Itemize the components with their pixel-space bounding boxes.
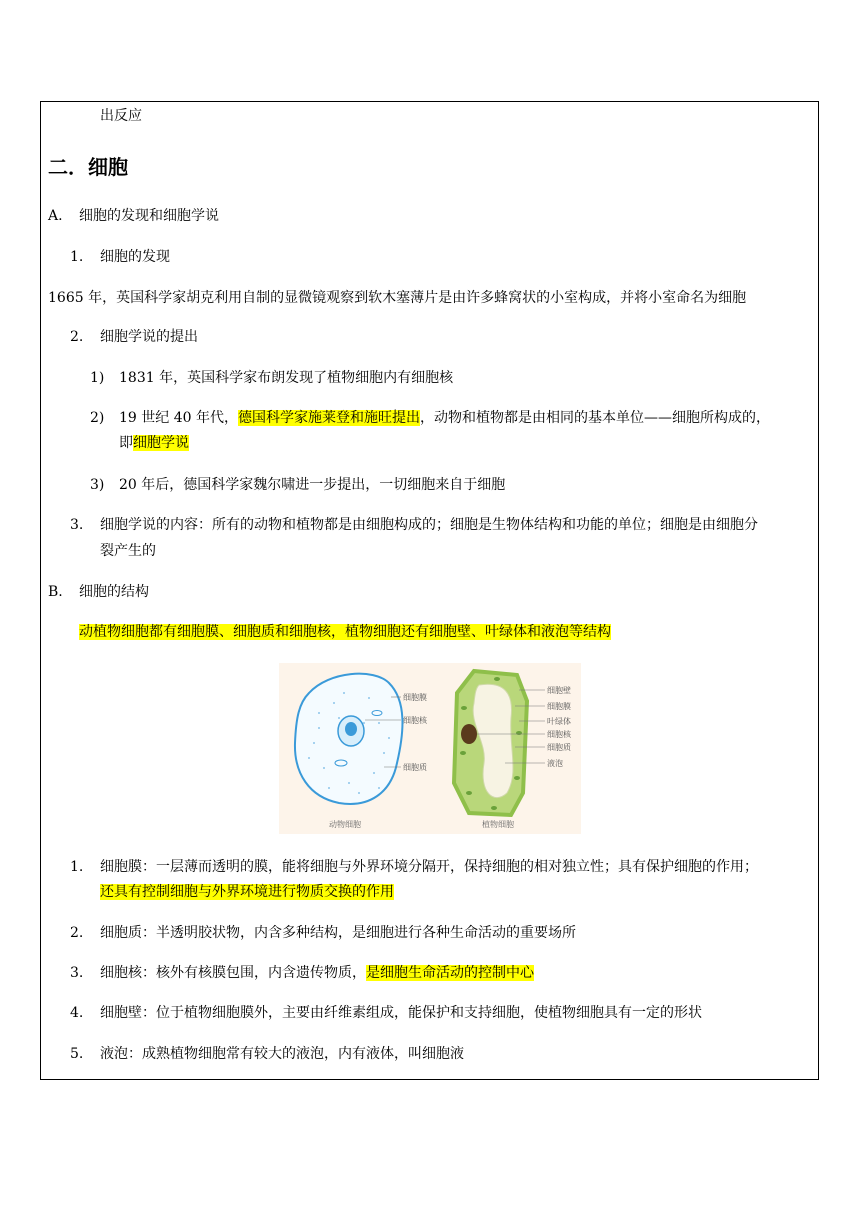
sub-2-line-2: [119, 433, 189, 453]
sub-2-line-2-highlight: 细胞学说: [133, 435, 189, 451]
structure-summary-highlight: 动植物细胞都有细胞膜、细胞质和细胞核，植物细胞还有细胞壁、叶绿体和液泡等结构: [79, 624, 611, 640]
plant-label-vacuole: 液泡: [547, 759, 563, 768]
structure-item-2-text: 细胞质：半透明胶状物，内含多种结构，是细胞进行各种生命活动的重要场所: [100, 925, 576, 941]
section-a-marker: A.: [48, 208, 63, 224]
sub-1-text: 1831 年，英国科学家布朗发现了植物细胞内有细胞核: [119, 370, 454, 386]
sub-2-line-1: [119, 408, 770, 428]
animal-label-membrane: 细胞膜: [403, 693, 427, 702]
structure-item-1-highlight: 还具有控制细胞与外界环境进行物质交换的作用: [100, 884, 394, 900]
structure-item-5-number: 5.: [70, 1046, 84, 1062]
sub-2-line-2-pre: 即: [119, 435, 133, 451]
structure-item-1-line-2: [100, 882, 394, 902]
item-3-number: 3.: [70, 517, 84, 533]
structure-item-3-highlight: 是细胞生命活动的控制中心: [366, 965, 534, 981]
sub-2-post: ，动物和植物都是由相同的基本单位——细胞所构成的，: [419, 410, 770, 426]
animal-caption: 动物细胞: [329, 820, 361, 829]
animal-label-cytoplasm: 细胞质: [403, 763, 427, 772]
item-3-line-2: 裂产生的: [100, 543, 156, 559]
structure-item-5-text: 液泡：成熟植物细胞常有较大的液泡，内有液体，叫细胞液: [100, 1046, 464, 1062]
sub-1-number: 1): [90, 370, 105, 386]
plant-label-wall: 细胞壁: [547, 686, 571, 695]
structure-item-3-number: 3.: [70, 965, 84, 981]
plant-label-chloroplast: 叶绿体: [547, 717, 571, 726]
structure-item-2-number: 2.: [70, 925, 84, 941]
animal-cell-drawing: [295, 674, 403, 804]
cell-diagram-figure: [279, 663, 581, 834]
structure-summary: [79, 622, 611, 642]
structure-item-3-text: [100, 963, 534, 983]
plant-caption: 植物细胞: [482, 820, 514, 829]
discovery-text: 1665 年，英国科学家胡克利用自制的显微镜观察到软木塞薄片是由许多蜂窝状的小室构成，并将小室命名为细胞: [48, 290, 747, 306]
section-b-marker: B.: [48, 584, 63, 600]
structure-item-1-line-1: 细胞膜：一层薄而透明的膜，能将细胞与外界环境分隔开，保持细胞的相对独立性；具有保护细胞的作用；: [100, 859, 758, 875]
sub-3-text: 20 年后，德国科学家魏尔啸进一步提出，一切细胞来自于细胞: [119, 477, 506, 493]
cell-diagram: [279, 663, 581, 834]
plant-label-cytoplasm: 细胞质: [547, 743, 571, 752]
item-3-line-1: 细胞学说的内容：所有的动物和植物都是由细胞构成的；细胞是生物体结构和功能的单位；细胞是由细胞分: [100, 517, 758, 533]
sub-3-number: 3): [90, 477, 105, 493]
item-2-number: 2.: [70, 329, 84, 345]
section-a-title: 细胞的发现和细胞学说: [79, 208, 219, 224]
sub-2-highlight: 德国科学家施莱登和施旺提出: [237, 410, 420, 426]
sub-2-number: 2): [90, 410, 105, 426]
structure-item-1-number: 1.: [70, 859, 84, 875]
structure-item-4-number: 4.: [70, 1005, 84, 1021]
item-2-title: 细胞学说的提出: [100, 329, 198, 345]
continuation-text: 出反应: [100, 108, 142, 124]
animal-label-nucleus: 细胞核: [403, 716, 427, 725]
section-title: 二．细胞: [48, 155, 128, 179]
plant-label-membrane: 细胞膜: [547, 702, 571, 711]
structure-item-4-text: 细胞壁：位于植物细胞膜外，主要由纤维素组成，能保护和支持细胞，使植物细胞具有一定的形状: [100, 1005, 702, 1021]
sub-2-pre: 19 世纪 40 年代，: [119, 410, 238, 426]
structure-item-3-pre: 细胞核：核外有核膜包围，内含遗传物质，: [100, 965, 366, 981]
item-1-title: 细胞的发现: [100, 249, 170, 265]
section-b-title: 细胞的结构: [79, 584, 149, 600]
plant-label-nucleus: 细胞核: [547, 730, 571, 739]
item-1-number: 1.: [70, 249, 84, 265]
